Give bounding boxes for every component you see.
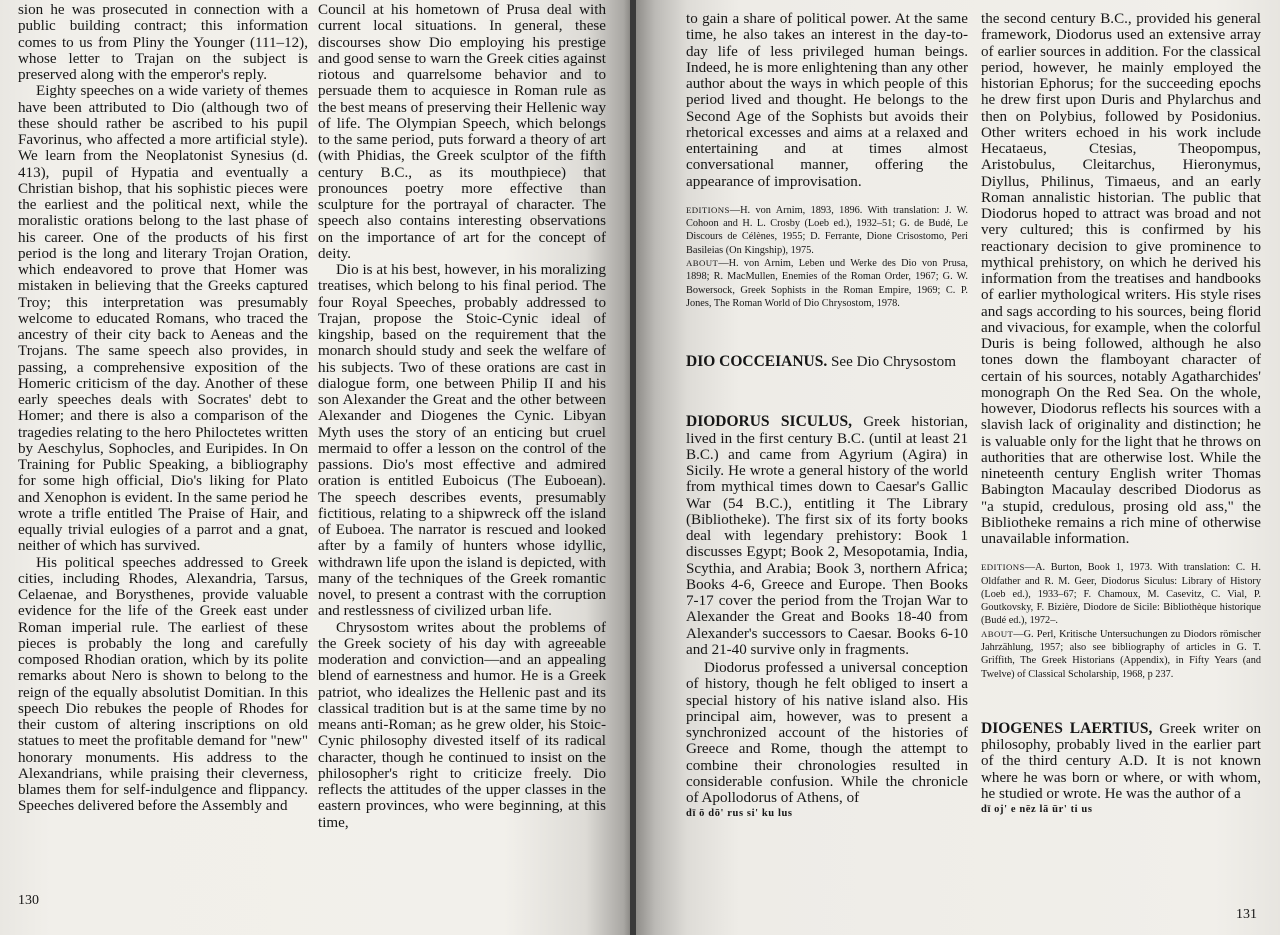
paragraph: His political speeches addressed to Greek cities, including Rhodes, Alexandria, Tarsus, Celaenae, and Borysthenes, provide valuable evidence for the life of the Greek east under Roman imperial rule. The earliest of these pieces is probably the long and carefully composed Rhodian oration, which by its polite remarks about Nero is shown to belong to the reign of the equally absolutist Domitian. In this speech Dio rebukes the people of Rhodes for their custom of altering inscriptions on old statues to meet the profitable demand for "new" honorary monuments. His address to the Alexandrians, while praising their cleverness, blames them for self-indulgence and flippancy. Speeches delivered before the Assembly and <box>18 554 308 815</box>
entry-text: Greek writer on philosophy, probably lived in the earlier part of the third century A.D. It is not known where he was born or where, or with whom, he studied or wrote. He was the author of a <box>981 720 1261 802</box>
right-page <box>636 0 1280 935</box>
paragraph: the second century B.C., provided his general framework, Diodorus used an extensive array of earlier sources in addition. For the classical period, however, he mainly employed the historian Ephorus; for the succeeding epochs he drew first upon Duris and Phylarchus and then on Polybius, followed by Posidonius. Other writers echoed in his work include Hecataeus, Ctesias, Theopompus, Aristobulus, Cleitarchus, Hieronymus, Diyllus, Philinus, Timaeus, and an early Roman annalistic historian. The public that Diodorus hoped to attract was broad and not very cultured; this is confirmed by his reactionary decision to give prominence to mythical prehistory, on which he derived his information from the treatises and handbooks of earlier mythological writers. His style rises and sags according to his sources, being florid and vivacious, for example, when the colorful Duris is being followed, although he also tones down the flamboyant character of certain of his sources, notably Agatharchides' monograph On the Red Sea. On the whole, however, Diodorus reflects his sources with a slavish lack of originality and distinction; he is valuable only for the light that he throws on authorities that are otherwise lost. While the nineteenth century English writer Thomas Babington Macaulay described Diodorus as "a stupid, credulous, prosing old ass," the Bibliotheke remains a rich mine of otherwise unavailable information. <box>981 11 1261 547</box>
left-column-2 <box>318 2 606 831</box>
entry-diogenes-laertius <box>981 721 1261 802</box>
about-text: —G. Perl, Kritische Untersuchungen zu Diodors römischer Jahrzählung, 1957; also see bibliography of articles in G. T. Griffith, The Greek Historians (Appendix), in Fifty Years (and Twelve) of Classical Scholarship, 1968, p 237. <box>981 628 1261 680</box>
about-note <box>686 257 968 310</box>
entry-heading: DIODORUS SICULUS, <box>686 413 852 431</box>
editions-note <box>981 561 1261 627</box>
entry-diodorus-siculus <box>686 414 968 658</box>
pronunciation: dī oj' e nēz lā ūr' ti us <box>981 804 1093 816</box>
paragraph: Eighty speeches on a wide variety of themes have been attributed to Dio (although two of these should rather be ascribed to his pupil Favorinus, who affected a more artificial style). We learn from the Neoplatonist Synesius (d. 413), pupil of Hypatia and eventually a Christian bishop, that his sophistic pieces were the earliest and the political next, while the moralistic orations belong to the last phase of his career. One of the products of his first period is the long and literary Trojan Oration, which endeavored to prove that Homer was mistaken in believing that the Greeks captured Troy; this interpretation was presumably welcome to educated Romans, who traced the ancestry of their city back to Aeneas and the Trojans. The same speech also provides, in passing, a comprehensive exposition of the Homeric criticism of the day. Another of these early speeches deals with Socrates' debt to Homer; and there is also a comparison of the tragedies relating to the hero Philoctetes written by Aeschylus, Sophocles, and Euripides. In On Training for Public Speaking, a bibliography for some high official, Dio's liking for Plato and Xenophon is evident. In the same period he wrote a trifle entitled The Praise of Hair, and equally trivial eulogies of a parrot and a gnat, neither of which has survived. <box>18 83 308 555</box>
entry-text: Greek historian, lived in the first century B.C. (until at least 21 B.C.) and came from Agyrium (Agira) in Sicily. He wrote a general history of the world from mythical times down to Caesar's Gallic War (54 B.C.), entitling it The Library (Bibliotheke). The first six of its forty books deal with legendary prehistory: Book 1 discusses Egypt; Book 2, Mesopotamia, India, Scythia, and Arabia; Book 3, northern Africa; Books 4-6, Greece and Europe. Then Books 7-17 cover the period from the Trojan War to Alexander the Great and Books 18-40 from Alexander's successors to Caesar. Books 6-10 and 21-40 survive only in fragments. <box>686 414 968 658</box>
pronunciation: dī ō dō' rus si' ku lus <box>686 808 793 820</box>
entry-heading: DIOGENES LAERTIUS, <box>981 719 1153 737</box>
entry-dio-cocceianus <box>686 354 968 370</box>
paragraph: Diodorus professed a universal conception of history, though he felt obliged to insert a special history of his native island also. His principal aim, however, was to present a synchronized account of the histories of Greece and Rome, though the attempt to combine their chronologies resulted in considerable confusion. While the chronicle of Apollodorus of Athens, of <box>686 660 968 807</box>
page-number-left: 130 <box>18 893 39 908</box>
about-label: ABOUT <box>981 628 1014 639</box>
left-page <box>0 0 630 935</box>
page-number-right: 131 <box>1236 907 1257 922</box>
paragraph: Council at his hometown of Prusa deal with current local situations. In general, these discourses show Dio employing his prestige and good sense to warn the Greek cities against riotous and quarrelsome behavior and to persuade them to acquiesce in Roman rule as the best means of preserving their Hellenic way of life. The Olympian Speech, which belongs to the same period, puts forward a theory of art (with Phidias, the Greek sculptor of the fifth century B.C., as its mouthpiece) that pronounces poetry more effective than sculpture for the portrayal of character. The speech also contains interesting observations on the importance of art for the concept of deity. <box>318 2 606 262</box>
editions-text: —H. von Arnim, 1893, 1896. With translation: J. W. Cohoon and H. L. Crosby (Loeb ed.), 1932–51; G. de Budé, Le Discours de Célènes, 1955; D. Ferrante, Dione Crisostomo, Peri Basileias (On Kingship), 1975. <box>686 204 968 256</box>
right-column-2 <box>981 11 1261 815</box>
paragraph: Chrysostom writes about the problems of the Greek society of his day with agreeable moderation and conviction—and an appealing blend of earnestness and humor. He is a Greek patriot, who idealizes the Hellenic past and its classical tradition but is at the same time by no means anti-Roman; as he grew older, his Stoic-Cynic philosophy divested itself of its radical character, though he continued to insist on the philosopher's right to criticize freely. Dio reflects the attitudes of the upper classes in the eastern provinces, who were beginning, at this time, <box>318 619 606 831</box>
paragraph: sion he was prosecuted in connection with a public building contract; this information comes to us from Pliny the Younger (111–12), whose letter to Trajan on the subject is preserved along with the emperor's reply. <box>18 2 308 83</box>
about-label: ABOUT <box>686 257 719 268</box>
editions-label: EDITIONS <box>981 562 1025 573</box>
right-column-1 <box>686 11 968 819</box>
left-column-1 <box>18 2 308 815</box>
paragraph: Dio is at his best, however, in his moralizing treatises, which belong to his final period. The four Royal Speeches, probably addressed to Trajan, propose the Stoic-Cynic ideal of kingship, based on the requirement that the monarch should study and seek the welfare of his subjects. Two of these orations are cast in dialogue form, one between Philip II and his son Alexander the Great and the other between Alexander and Diogenes the Cynic. Libyan Myth uses the story of an enticing but cruel mermaid to offer a lesson on the control of the passions. Dio's most effective and admired oration is entitled Euboicus (The Euboean). The speech describes events, presumably fictitious, relating to a shipwreck off the island of Euboea. The narrator is rescued and looked after by a family of hunters whose idyllic, withdrawn life upon the island is depicted, with many of the techniques of the Greek romantic novel, to present a contrast with the corruption and restlessness of civilized urban life. <box>318 262 606 620</box>
editions-label: EDITIONS <box>686 204 730 215</box>
about-text: —H. von Arnim, Leben und Werke des Dio von Prusa, 1898; R. MacMullen, Enemies of the Roman Order, 1967; G. W. Bowersock, Greek Sophists in the Roman Empire, 1969; C. P. Jones, The Roman World of Dio Chrysostom, 1978. <box>686 257 968 309</box>
editions-note <box>686 204 968 257</box>
about-note <box>981 628 1261 681</box>
entry-heading: DIO COCCEIANUS. <box>686 353 828 371</box>
entry-text: See Dio Chrysostom <box>827 354 956 371</box>
paragraph: to gain a share of political power. At the same time, he also takes an interest in the day-to-day life of less privileged human beings. Indeed, he is more enlightening than any other author about the ways in which people of this period lived and thought. He belongs to the Second Age of the Sophists but avoids their rhetorical excesses and aims at a relaxed and entertaining and at times almost conversational manner, offering the appearance of improvisation. <box>686 11 968 190</box>
editions-text: —A. Burton, Book 1, 1973. With translation: C. H. Oldfather and R. M. Geer, Diodorus Siculus: Library of History (Loeb ed.), 1933–67; F. Chamoux, M. Casevitz, C. Vial, P. Goutkovsky, F. Bizière, Diodore de Sicile: Bibliothèque historique (Budé ed.), 1972–. <box>981 562 1261 627</box>
